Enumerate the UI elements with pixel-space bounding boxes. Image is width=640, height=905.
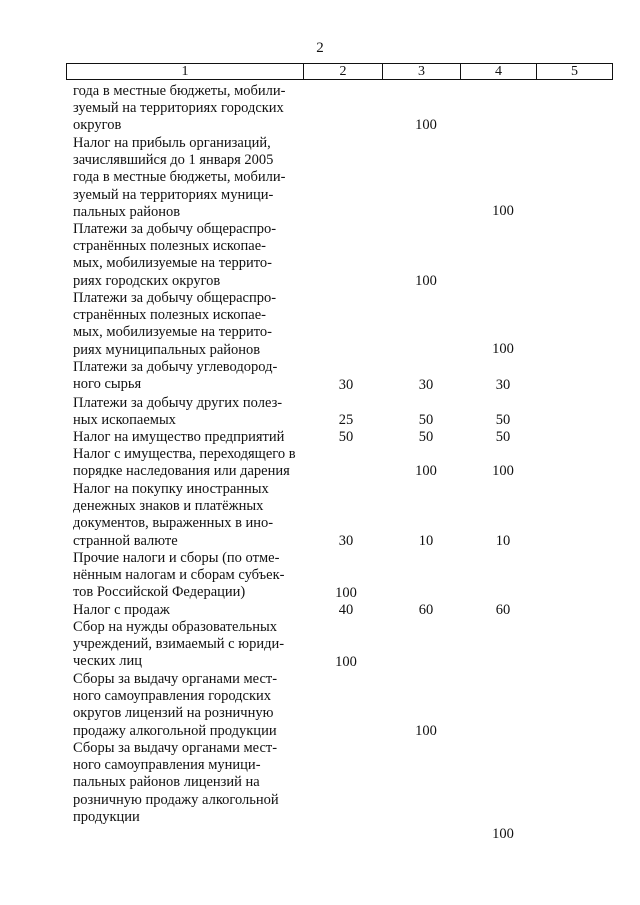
header-col-5: 5 — [537, 64, 613, 80]
header-col-1: 1 — [67, 64, 304, 80]
row-name: Сборы за выдачу органами мест- ного самоуправления городских округов лицензий на розничную продажу алкогольной продукции — [73, 671, 278, 739]
row-name: Платежи за добычу общераспро- странённых полезных ископае- мых, мобилизуемые на террито- риях городских округов — [73, 221, 277, 289]
row-name: Платежи за добычу общераспро- странённых полезных ископае- мых, мобилизуемые на террито- риях муниципальных районов — [73, 290, 277, 358]
row-value-col2: 40 — [338, 602, 354, 618]
row-value-col3: 30 — [418, 377, 434, 393]
row-name: Сборы за выдачу органами мест- ного самоуправления муници- пальных районов лицензий на розничную продажу алкогольной продукции — [73, 740, 279, 825]
row-name: Налог на имущество предприятий — [73, 429, 285, 445]
row-value-col2: 50 — [338, 429, 354, 445]
header-col-2: 2 — [304, 64, 383, 80]
row-value-col3: 100 — [415, 463, 437, 479]
row-value-col3: 100 — [415, 273, 437, 289]
row-value-col2: 25 — [338, 412, 354, 428]
row-value-col2: 100 — [335, 654, 357, 670]
row-value-col2: 100 — [335, 585, 357, 601]
row-value-col2: 30 — [338, 377, 354, 393]
row-name: Платежи за добычу других полез- ных ископаемых — [73, 395, 283, 429]
row-value-col4: 60 — [495, 602, 511, 618]
row-value-col4: 100 — [492, 203, 514, 219]
row-name: Прочие налоги и сборы (по отме- нённым налогам и сборам субъек- тов Российской Федерации) — [73, 550, 285, 601]
header-col-4: 4 — [461, 64, 537, 80]
page-number: 2 — [316, 40, 324, 56]
row-value-col3: 50 — [418, 429, 434, 445]
row-value-col4: 100 — [492, 341, 514, 357]
row-value-col4: 50 — [495, 429, 511, 445]
row-value-col4: 100 — [492, 463, 514, 479]
row-value-col4: 30 — [495, 377, 511, 393]
row-value-col3: 100 — [415, 723, 437, 739]
row-value-col3: 60 — [418, 602, 434, 618]
row-value-col4: 10 — [495, 533, 511, 549]
row-name: Налог с имущества, переходящего в порядке наследования или дарения — [73, 446, 296, 480]
header-col-3: 3 — [383, 64, 461, 80]
row-value-col3: 10 — [418, 533, 434, 549]
row-name: Налог с продаж — [73, 602, 170, 618]
row-name: года в местные бюджеты, мобили- зуемый на территориях городских округов — [73, 83, 286, 134]
row-value-col4: 100 — [492, 826, 514, 842]
row-value-col3: 50 — [418, 412, 434, 428]
row-name: Налог на прибыль организаций, зачислявшийся до 1 января 2005 года в местные бюджеты, мобили- зуемый на территориях муници- пальных районов — [73, 135, 286, 220]
row-value-col3: 100 — [415, 117, 437, 133]
row-name: Налог на покупку иностранных денежных знаков и платёжных документов, выраженных в ино- странной валюте — [73, 481, 274, 549]
row-name: Платежи за добычу углеводород- ного сырья — [73, 359, 278, 393]
row-value-col2: 30 — [338, 533, 354, 549]
row-value-col4: 50 — [495, 412, 511, 428]
row-name: Сбор на нужды образовательных учреждений, взимаемый с юриди- ческих лиц — [73, 619, 285, 670]
